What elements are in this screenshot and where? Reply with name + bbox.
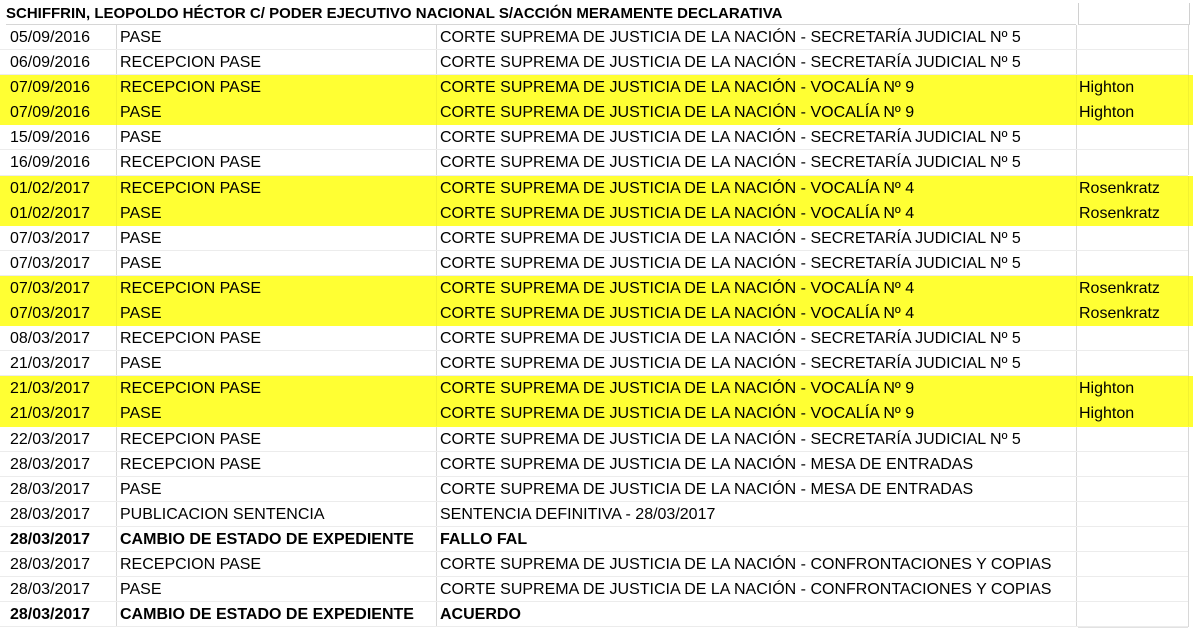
note-cell bbox=[1078, 552, 1188, 578]
table-row bbox=[0, 477, 1193, 502]
destination-cell: CORTE SUPREMA DE JUSTICIA DE LA NACIÓN - SECRETARÍA JUDICIAL Nº 5 bbox=[440, 229, 1021, 247]
date-cell: 07/03/2017 bbox=[10, 229, 91, 247]
case-title: SCHIFFRIN, LEOPOLDO HÉCTOR C/ PODER EJECUTIVO NACIONAL S/ACCIÓN MERAMENTE DECLARATIVA bbox=[6, 3, 1076, 25]
date-cell: 21/03/2017 bbox=[10, 380, 91, 398]
column-divider bbox=[116, 50, 117, 75]
note-cell bbox=[1078, 150, 1188, 176]
column-divider bbox=[1188, 301, 1189, 326]
table-row bbox=[0, 427, 1193, 452]
table-row bbox=[0, 25, 1193, 50]
note-cell bbox=[1078, 602, 1188, 628]
column-divider bbox=[1188, 100, 1189, 125]
action-cell: PUBLICACION SENTENCIA bbox=[120, 505, 325, 523]
date-cell: 28/03/2017 bbox=[10, 555, 91, 573]
note-cell: Highton bbox=[1079, 100, 1189, 125]
note-cell: Rosenkratz bbox=[1079, 276, 1189, 301]
column-divider bbox=[436, 276, 437, 301]
column-divider bbox=[1076, 276, 1077, 301]
date-cell: 28/03/2017 bbox=[10, 480, 91, 498]
action-cell: CAMBIO DE ESTADO DE EXPEDIENTE bbox=[120, 530, 414, 548]
column-divider bbox=[436, 602, 437, 627]
column-divider bbox=[1076, 226, 1077, 251]
table-row bbox=[0, 401, 1193, 426]
row-divider bbox=[0, 626, 1188, 627]
date-cell: 01/02/2017 bbox=[10, 179, 91, 197]
column-divider bbox=[116, 427, 117, 452]
column-divider bbox=[1076, 251, 1077, 276]
destination-cell: FALLO FAL bbox=[440, 530, 528, 548]
action-cell: RECEPCION PASE bbox=[120, 279, 262, 297]
date-cell: 07/03/2017 bbox=[10, 254, 91, 272]
column-divider bbox=[116, 251, 117, 276]
column-divider bbox=[116, 150, 117, 175]
date-cell: 28/03/2017 bbox=[10, 455, 91, 473]
table-row bbox=[0, 527, 1193, 552]
column-divider bbox=[1188, 75, 1189, 100]
date-cell: 28/03/2017 bbox=[10, 530, 91, 548]
table-row bbox=[0, 201, 1193, 226]
movement-list bbox=[0, 25, 1193, 627]
column-divider bbox=[436, 527, 437, 552]
action-cell: RECEPCION PASE bbox=[120, 154, 262, 172]
note-cell bbox=[1078, 452, 1188, 478]
action-cell: PASE bbox=[120, 480, 162, 498]
table-row bbox=[0, 150, 1193, 175]
column-divider bbox=[116, 276, 117, 301]
column-divider bbox=[1076, 25, 1077, 50]
destination-cell: CORTE SUPREMA DE JUSTICIA DE LA NACIÓN - VOCALÍA Nº 9 bbox=[440, 380, 915, 398]
note-cell: Rosenkratz bbox=[1079, 176, 1189, 201]
column-divider bbox=[1076, 477, 1077, 502]
column-divider bbox=[1076, 201, 1077, 226]
date-cell: 07/09/2016 bbox=[10, 79, 91, 97]
note-cell: Rosenkratz bbox=[1079, 201, 1189, 226]
column-divider bbox=[1076, 552, 1077, 577]
column-divider bbox=[1188, 276, 1189, 301]
column-divider bbox=[1076, 75, 1077, 100]
table-row bbox=[0, 251, 1193, 276]
column-divider bbox=[436, 552, 437, 577]
action-cell: PASE bbox=[120, 29, 162, 46]
column-divider bbox=[436, 351, 437, 376]
column-divider bbox=[1076, 176, 1077, 201]
note-cell: Highton bbox=[1079, 75, 1189, 100]
action-cell: PASE bbox=[120, 129, 162, 147]
column-divider bbox=[436, 452, 437, 477]
action-cell: PASE bbox=[120, 104, 162, 122]
date-cell: 05/09/2016 bbox=[10, 29, 91, 46]
date-cell: 28/03/2017 bbox=[10, 606, 91, 624]
column-divider bbox=[436, 301, 437, 326]
column-divider bbox=[116, 401, 117, 426]
column-divider bbox=[1076, 401, 1077, 426]
destination-cell: CORTE SUPREMA DE JUSTICIA DE LA NACIÓN - SECRETARÍA JUDICIAL Nº 5 bbox=[440, 129, 1021, 147]
note-cell bbox=[1078, 326, 1188, 352]
destination-cell: CORTE SUPREMA DE JUSTICIA DE LA NACIÓN - VOCALÍA Nº 4 bbox=[440, 279, 915, 297]
column-divider bbox=[1076, 427, 1077, 452]
table-row bbox=[0, 351, 1193, 376]
action-cell: PASE bbox=[120, 355, 162, 373]
column-divider bbox=[116, 25, 117, 50]
table-row bbox=[0, 552, 1193, 577]
column-divider bbox=[1188, 376, 1189, 401]
action-cell: PASE bbox=[120, 581, 162, 599]
table-row bbox=[0, 376, 1193, 401]
column-divider bbox=[116, 176, 117, 201]
destination-cell: CORTE SUPREMA DE JUSTICIA DE LA NACIÓN - SECRETARÍA JUDICIAL Nº 5 bbox=[440, 330, 1021, 348]
destination-cell: CORTE SUPREMA DE JUSTICIA DE LA NACIÓN - SECRETARÍA JUDICIAL Nº 5 bbox=[440, 254, 1021, 272]
column-divider bbox=[1076, 452, 1077, 477]
table-row bbox=[0, 125, 1193, 150]
table-row bbox=[0, 100, 1193, 125]
destination-cell: CORTE SUPREMA DE JUSTICIA DE LA NACIÓN - CONFRONTACIONES Y COPIAS bbox=[440, 555, 1052, 573]
column-divider bbox=[1076, 602, 1077, 627]
destination-cell: CORTE SUPREMA DE JUSTICIA DE LA NACIÓN - SECRETARÍA JUDICIAL Nº 5 bbox=[440, 154, 1021, 172]
column-divider bbox=[116, 75, 117, 100]
date-cell: 07/09/2016 bbox=[10, 104, 91, 122]
note-cell bbox=[1078, 527, 1188, 553]
column-divider bbox=[116, 125, 117, 150]
note-cell bbox=[1078, 50, 1188, 76]
column-divider bbox=[436, 477, 437, 502]
table-row bbox=[0, 502, 1193, 527]
column-divider bbox=[116, 100, 117, 125]
column-divider bbox=[1188, 176, 1189, 201]
column-divider bbox=[436, 251, 437, 276]
table-row bbox=[0, 452, 1193, 477]
note-cell bbox=[1078, 25, 1188, 51]
column-divider bbox=[436, 100, 437, 125]
table-row bbox=[0, 176, 1193, 201]
date-cell: 07/03/2017 bbox=[10, 279, 91, 297]
date-cell: 21/03/2017 bbox=[10, 405, 91, 423]
column-divider bbox=[1188, 326, 1189, 351]
destination-cell: CORTE SUPREMA DE JUSTICIA DE LA NACIÓN - VOCALÍA Nº 4 bbox=[440, 204, 915, 222]
column-divider bbox=[1188, 351, 1189, 376]
date-cell: 06/09/2016 bbox=[10, 54, 91, 72]
column-divider bbox=[116, 201, 117, 226]
date-cell: 21/03/2017 bbox=[10, 355, 91, 373]
destination-cell: CORTE SUPREMA DE JUSTICIA DE LA NACIÓN - SECRETARÍA JUDICIAL Nº 5 bbox=[440, 355, 1021, 373]
column-divider bbox=[1188, 50, 1189, 75]
destination-cell: CORTE SUPREMA DE JUSTICIA DE LA NACIÓN - SECRETARÍA JUDICIAL Nº 5 bbox=[440, 54, 1021, 72]
action-cell: RECEPCION PASE bbox=[120, 330, 262, 348]
action-cell: RECEPCION PASE bbox=[120, 455, 262, 473]
column-divider bbox=[436, 125, 437, 150]
destination-cell: CORTE SUPREMA DE JUSTICIA DE LA NACIÓN - VOCALÍA Nº 9 bbox=[440, 405, 915, 423]
note-cell bbox=[1078, 251, 1188, 277]
column-divider bbox=[436, 401, 437, 426]
column-divider bbox=[116, 527, 117, 552]
table-row bbox=[0, 301, 1193, 326]
column-divider bbox=[116, 376, 117, 401]
column-divider bbox=[436, 25, 437, 50]
column-divider bbox=[1076, 351, 1077, 376]
destination-cell: CORTE SUPREMA DE JUSTICIA DE LA NACIÓN - VOCALÍA Nº 9 bbox=[440, 79, 915, 97]
action-cell: RECEPCION PASE bbox=[120, 54, 262, 72]
action-cell: PASE bbox=[120, 254, 162, 272]
table-row bbox=[0, 276, 1193, 301]
column-divider bbox=[436, 326, 437, 351]
column-divider bbox=[1076, 527, 1077, 552]
table-row bbox=[0, 226, 1193, 251]
date-cell: 15/09/2016 bbox=[10, 129, 91, 147]
column-divider bbox=[436, 201, 437, 226]
note-cell bbox=[1078, 577, 1188, 603]
note-cell: Highton bbox=[1079, 401, 1189, 426]
table-row bbox=[0, 75, 1193, 100]
destination-cell: ACUERDO bbox=[440, 606, 521, 624]
note-cell bbox=[1078, 427, 1188, 453]
column-divider bbox=[1076, 150, 1077, 175]
table-row bbox=[0, 326, 1193, 351]
title-row bbox=[0, 0, 1193, 25]
table-row bbox=[0, 577, 1193, 602]
column-divider bbox=[1188, 226, 1189, 251]
column-divider bbox=[1188, 527, 1189, 552]
column-divider bbox=[116, 602, 117, 627]
column-divider bbox=[116, 452, 117, 477]
column-divider bbox=[116, 326, 117, 351]
action-cell: RECEPCION PASE bbox=[120, 380, 262, 398]
destination-cell: CORTE SUPREMA DE JUSTICIA DE LA NACIÓN - VOCALÍA Nº 4 bbox=[440, 305, 915, 323]
column-divider bbox=[1076, 100, 1077, 125]
column-divider bbox=[1076, 376, 1077, 401]
note-cell: Highton bbox=[1079, 376, 1189, 401]
column-divider bbox=[436, 176, 437, 201]
column-divider bbox=[1076, 577, 1077, 602]
note-cell bbox=[1078, 502, 1188, 528]
date-cell: 01/02/2017 bbox=[10, 204, 91, 222]
column-divider bbox=[1188, 552, 1189, 577]
column-divider bbox=[116, 577, 117, 602]
column-divider bbox=[1188, 577, 1189, 602]
date-cell: 22/03/2017 bbox=[10, 430, 91, 448]
column-divider bbox=[1188, 502, 1189, 527]
action-cell: RECEPCION PASE bbox=[120, 430, 262, 448]
destination-cell: CORTE SUPREMA DE JUSTICIA DE LA NACIÓN - MESA DE ENTRADAS bbox=[440, 480, 974, 498]
column-divider bbox=[436, 376, 437, 401]
date-cell: 28/03/2017 bbox=[10, 505, 91, 523]
note-cell bbox=[1078, 226, 1188, 252]
column-divider bbox=[436, 427, 437, 452]
action-cell: RECEPCION PASE bbox=[120, 179, 262, 197]
column-divider bbox=[1076, 50, 1077, 75]
column-divider bbox=[1188, 452, 1189, 477]
column-divider bbox=[436, 150, 437, 175]
title-empty-cell bbox=[1078, 3, 1190, 25]
destination-cell: CORTE SUPREMA DE JUSTICIA DE LA NACIÓN - MESA DE ENTRADAS bbox=[440, 455, 974, 473]
column-divider bbox=[436, 50, 437, 75]
destination-cell: CORTE SUPREMA DE JUSTICIA DE LA NACIÓN - VOCALÍA Nº 4 bbox=[440, 179, 915, 197]
action-cell: PASE bbox=[120, 229, 162, 247]
destination-cell: SENTENCIA DEFINITIVA - 28/03/2017 bbox=[440, 505, 716, 523]
action-cell: PASE bbox=[120, 405, 162, 423]
column-divider bbox=[116, 552, 117, 577]
table-row bbox=[0, 50, 1193, 75]
destination-cell: CORTE SUPREMA DE JUSTICIA DE LA NACIÓN - SECRETARÍA JUDICIAL Nº 5 bbox=[440, 430, 1021, 448]
column-divider bbox=[1188, 401, 1189, 426]
action-cell: RECEPCION PASE bbox=[120, 79, 262, 97]
note-cell bbox=[1078, 477, 1188, 503]
destination-cell: CORTE SUPREMA DE JUSTICIA DE LA NACIÓN - SECRETARÍA JUDICIAL Nº 5 bbox=[440, 29, 1021, 46]
destination-cell: CORTE SUPREMA DE JUSTICIA DE LA NACIÓN - VOCALÍA Nº 9 bbox=[440, 104, 915, 122]
column-divider bbox=[1188, 602, 1189, 627]
column-divider bbox=[436, 75, 437, 100]
note-cell bbox=[1078, 125, 1188, 151]
column-divider bbox=[1188, 25, 1189, 50]
column-divider bbox=[1188, 477, 1189, 502]
note-cell bbox=[1078, 351, 1188, 377]
action-cell: CAMBIO DE ESTADO DE EXPEDIENTE bbox=[120, 606, 414, 624]
column-divider bbox=[436, 502, 437, 527]
column-divider bbox=[1076, 326, 1077, 351]
date-cell: 28/03/2017 bbox=[10, 581, 91, 599]
column-divider bbox=[116, 477, 117, 502]
action-cell: PASE bbox=[120, 305, 162, 323]
action-cell: PASE bbox=[120, 204, 162, 222]
column-divider bbox=[1076, 502, 1077, 527]
destination-cell: CORTE SUPREMA DE JUSTICIA DE LA NACIÓN - CONFRONTACIONES Y COPIAS bbox=[440, 581, 1052, 599]
column-divider bbox=[1188, 251, 1189, 276]
table-row bbox=[0, 602, 1193, 627]
column-divider bbox=[116, 502, 117, 527]
date-cell: 08/03/2017 bbox=[10, 330, 91, 348]
column-divider bbox=[1188, 125, 1189, 150]
column-divider bbox=[116, 301, 117, 326]
column-divider bbox=[1076, 301, 1077, 326]
action-cell: RECEPCION PASE bbox=[120, 555, 262, 573]
column-divider bbox=[1188, 150, 1189, 175]
column-divider bbox=[1188, 201, 1189, 226]
column-divider bbox=[1076, 125, 1077, 150]
note-cell: Rosenkratz bbox=[1079, 301, 1189, 326]
column-divider bbox=[436, 226, 437, 251]
column-divider bbox=[116, 226, 117, 251]
date-cell: 16/09/2016 bbox=[10, 154, 91, 172]
date-cell: 07/03/2017 bbox=[10, 305, 91, 323]
column-divider bbox=[116, 351, 117, 376]
column-divider bbox=[1188, 427, 1189, 452]
column-divider bbox=[436, 577, 437, 602]
